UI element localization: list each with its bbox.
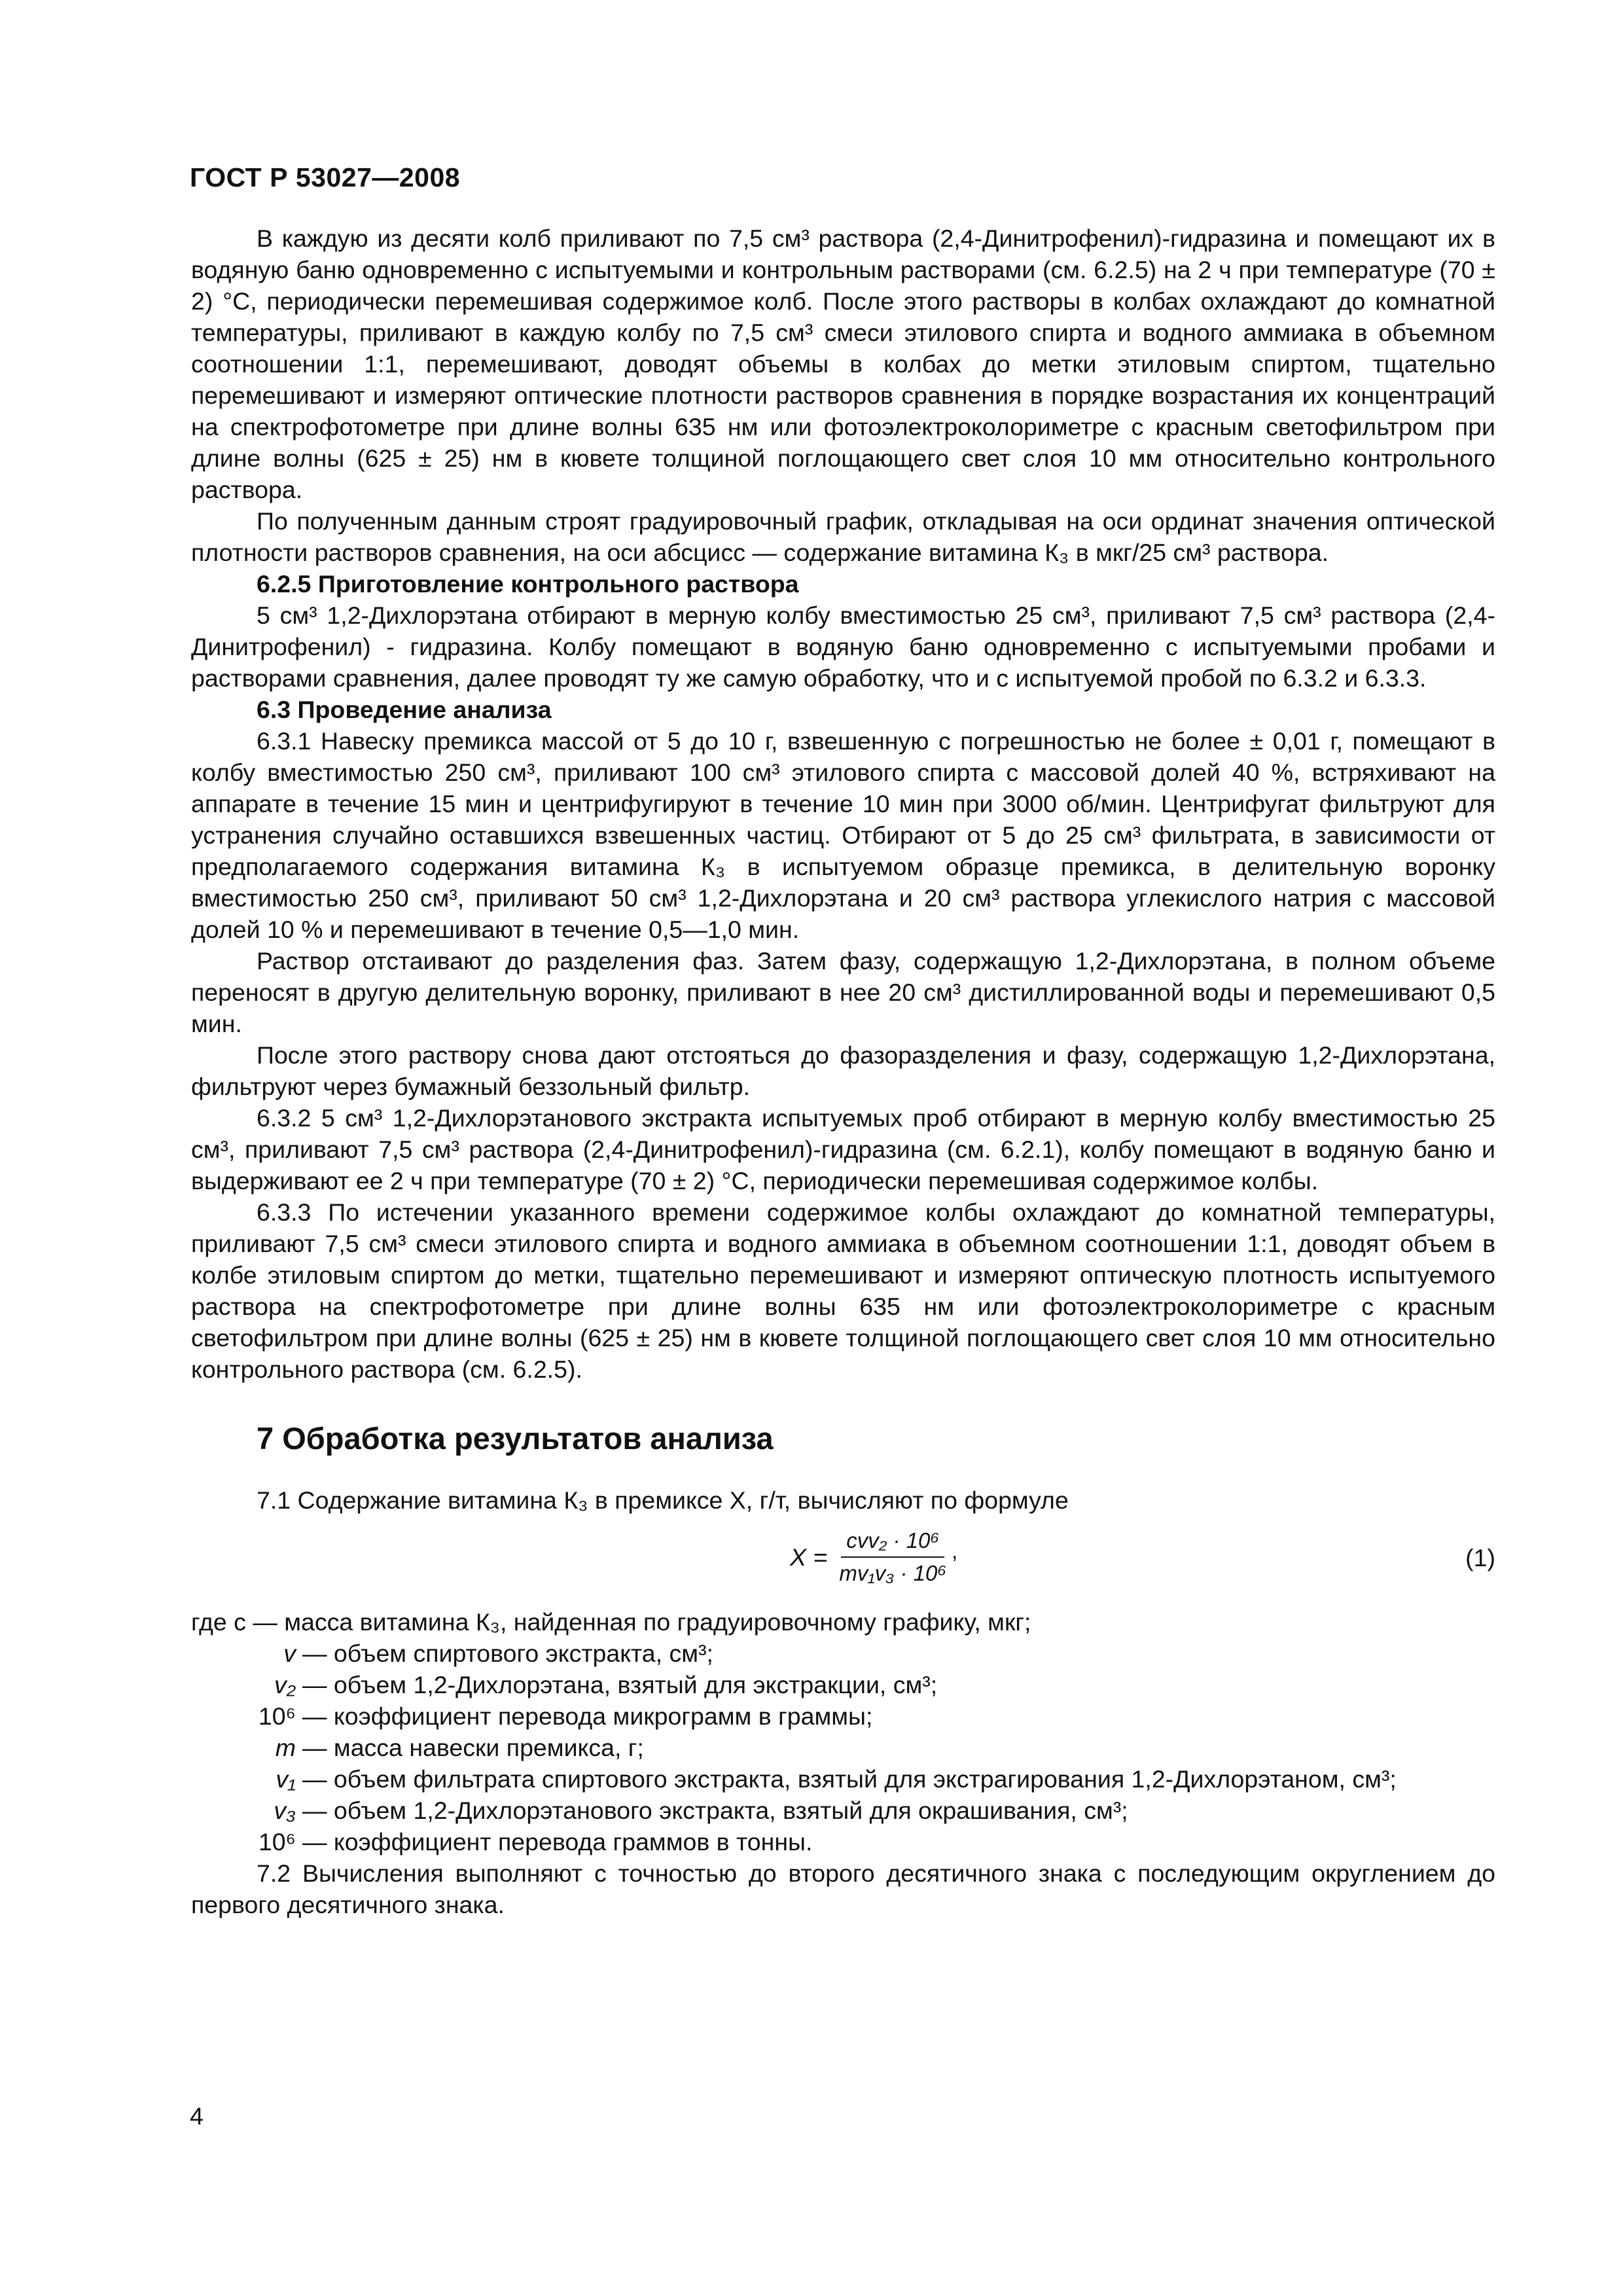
definition-symbol: v: [283, 1640, 296, 1667]
document-header: ГОСТ Р 53027—2008: [190, 162, 461, 192]
formula-1: [191, 1522, 1495, 1600]
formula-numerator: cvv₂ · 10⁶: [841, 1528, 944, 1558]
definition-line: [191, 1700, 1495, 1732]
definition-line: [191, 1638, 1495, 1669]
definition-text: — объем 1,2-Дихлорэтана, взятый для экстракции, см³;: [302, 1671, 938, 1698]
formula-lhs: X =: [790, 1543, 828, 1571]
definition-text: — коэффициент перевода граммов в тонны.: [302, 1828, 813, 1856]
definition-text: — объем 1,2-Дихлорэтанового экстракта, взятый для окрашивания, см³;: [302, 1797, 1128, 1824]
definition-symbol: 10⁶: [258, 1828, 296, 1856]
paragraph-6-3-2: 6.3.2 5 см³ 1,2-Дихлорэтанового экстракта испытуемых проб отбирают в мерную колбу вместимостью 25 см³, приливают 7,5 см³ раствора (2,4-Динитрофенил)-гидразина (см. 6.2.1), колбу помещают в водяную баню и выдерживают ее 2 ч при температуре (70 ± 2) °С, периодически перемешивая содержимое колбы.: [191, 1104, 1495, 1194]
paragraph-calibration-procedure: В каждую из десяти колб приливают по 7,5 см³ раствора (2,4-Динитрофенил)-гидразина и помещают их в водяную баню одновременно с испытуемыми и контрольным растворами (см. 6.2.5) на 2 ч при температуре (70 ± 2) °С, периодически перемешивая содержимое колб. После этого растворы в колбах охлаждают до комнатной температуры, приливают в каждую колбу по 7,5 см³ смеси этилового спирта и водного аммиака в объемном соотношении 1:1, перемешивают, доводят объемы в колбах до метки этиловым спиртом, тщательно перемешивают и измеряют оптические плотности растворов сравнения в порядке возрастания их концентраций на спектрофотометре при длине волны 635 нм или фотоэлектроколориметре с красным светофильтром при длине волны (625 ± 25) нм в кювете толщиной поглощающего свет слоя 10 мм относительно контрольного раствора.: [191, 224, 1495, 503]
definition-text: — объем фильтрата спиртового экстракта, взятый для экстрагирования 1,2-Дихлорэтаном, см³;: [302, 1765, 1397, 1793]
definition-line: [191, 1763, 1495, 1795]
where-intro: где с — масса витамина К₃, найденная по градуировочному графику, мкг;: [191, 1608, 1031, 1636]
definition-text: — коэффициент перевода микрограмм в граммы;: [302, 1702, 873, 1730]
subheading-6-3: 6.3 Проведение анализа: [257, 696, 552, 723]
formula-comma: ,: [952, 1539, 958, 1563]
paragraph-7-2: 7.2 Вычисления выполняют с точностью до второго десятичного знака с последующим округлением до первого десятичного знака.: [191, 1859, 1495, 1918]
definition-line: [191, 1826, 1495, 1857]
definition-line: [191, 1795, 1495, 1826]
definition-text: — масса навески премикса, г;: [302, 1734, 644, 1761]
paragraph-7-1: 7.1 Содержание витамина К₃ в премиксе X, г/т, вычисляют по формуле: [257, 1486, 1069, 1514]
formula-denominator: mv₁v₃ · 10⁶: [839, 1561, 947, 1585]
paragraph-phase-separation: Раствор отстаивают до разделения фаз. Затем фазу, содержащую 1,2-Дихлорэтана, в полном объеме переносят в другую делительную воронку, приливают в нее 20 см³ дистиллированной воды и перемешивают 0,5 мин.: [191, 947, 1495, 1037]
section-6-3: [191, 694, 1495, 725]
definition-symbol: m: [275, 1734, 296, 1761]
page-number: 4: [190, 2102, 204, 2130]
definition-symbol: v₃: [274, 1797, 296, 1824]
symbol-definitions: [191, 1638, 1495, 1857]
formula-fraction: [834, 1528, 952, 1587]
section-6-2-5: [191, 568, 1495, 600]
document-body: [191, 223, 1495, 1920]
paragraph-6-2-5: 5 см³ 1,2-Дихлорэтана отбирают в мерную колбу вместимостью 25 см³, приливают 7,5 см³ раствора (2,4-Динитрофенил) - гидразина. Колбу помещают в водяную баню одновременно с испытуемыми пробами и растворами сравнения, далее проводят ту же самую обработку, что и с испытуемой пробой по 6.3.2 и 6.3.3.: [191, 601, 1495, 692]
paragraph-6-3-3: 6.3.3 По истечении указанного времени содержимое колбы охлаждают до комнатной температуры, приливают 7,5 см³ смеси этилового спирта и водного аммиака в объемном соотношении 1:1, доводят объем в колбе этиловым спиртом до метки, тщательно перемешивают и измеряют оптическую плотность испытуемого раствора на спектрофотометре при длине волны 635 нм или фотоэлектроколориметре с красным светофильтром при длине волны (625 ± 25) нм в кювете толщиной поглощающего свет слоя 10 мм относительно контрольного раствора (см. 6.2.5).: [191, 1198, 1495, 1383]
equation-number: (1): [1465, 1544, 1495, 1571]
definition-text: — объем спиртового экстракта, см³;: [302, 1640, 713, 1667]
definition-symbol: v₂: [274, 1671, 296, 1698]
paragraph-filtering: После этого раствору снова дают отстояться до фазоразделения и фазу, содержащую 1,2-Дихлорэтана, фильтруют через бумажный беззольный фильтр.: [191, 1041, 1495, 1100]
formula-expression: [790, 1528, 957, 1587]
definition-symbol: v₁: [276, 1765, 296, 1793]
definition-line: [191, 1732, 1495, 1763]
paragraph-calibration-graph: По полученным данным строят градуировочный график, откладывая на оси ординат значения оптической плотности растворов сравнения, на оси абсцисс — содержание витамина К₃ в мкг/25 см³ раствора.: [191, 507, 1495, 566]
section-heading-7: 7 Обработка результатов анализа: [257, 1421, 774, 1456]
definition-symbol: 10⁶: [258, 1702, 296, 1730]
subheading-6-2-5: 6.2.5 Приготовление контрольного раствора: [257, 570, 799, 598]
definition-line: [191, 1669, 1495, 1700]
paragraph-6-3-1: 6.3.1 Навеску премикса массой от 5 до 10 г, взвешенную с погрешностью не более ± 0,01 г, помещают в колбу вместимостью 250 см³, приливают 100 см³ этилового спирта с массовой долей 40 %, встряхивают на аппарате в течение 15 мин и центрифугируют в течение 10 мин при 3000 об/мин. Центрифугат фильтруют для устранения случайно оставшихся взвешенных частиц. Отбирают от 5 до 25 см³ фильтрата, в зависимости от предполагаемого содержания витамина К₃ в испытуемом образце премикса, в делительную воронку вместимостью 250 см³, приливают 50 см³ 1,2-Дихлорэтана и 20 см³ раствора углекислого натрия с массовой долей 10 % и перемешивают в течение 0,5—1,0 мин.: [191, 727, 1495, 943]
